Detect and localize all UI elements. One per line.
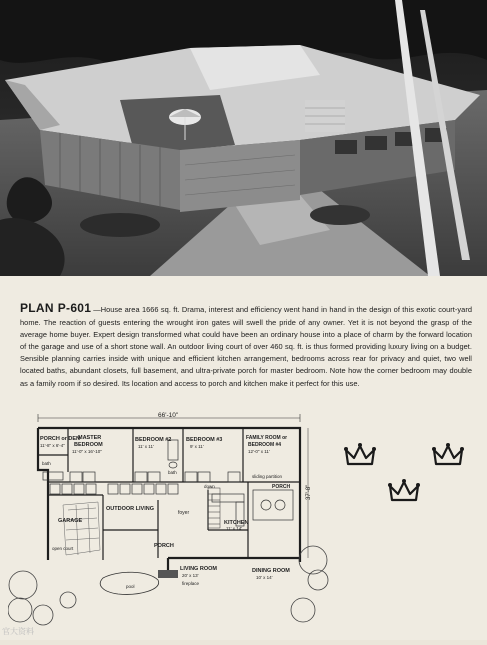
plan-label: PLAN P-601 (20, 301, 92, 316)
room-master-bedroom: BEDROOM (74, 442, 103, 448)
crown-icon (344, 443, 376, 464)
room-bed2-size: 11' x 11' (138, 444, 154, 449)
room-family-size: 12'-0" x 11' (248, 449, 270, 454)
plan-description-text: —House area 1666 sq. ft. Drama, interest and efficiency went hand in hand in the design of this exotic court-yard home. The reaction of guests entering the wrought iron gates will swell the pride of any owner. Yet it is not beyond the grasp of the average home buyer. Expert design transformed what could have been an ordinary house into a place of charm by the forward location of the garage and use of a short stone wall. An outdoor living court of over 460 sq. ft. is thus formed providing luxury living on a budget. Sensible planning carries inside with unique and efficient kitchen arrangement, bedrooms across rear for privacy and quiet, two well located baths, abundant closets, full basement, and ultra-private porch for master bedroom. Note how the corner bedroom may double as a family room if so desired. Its location and access to porch and kitchen make it perfect for this use. (20, 305, 472, 388)
crown-icon (388, 479, 420, 500)
room-family: FAMILY ROOM or (246, 435, 288, 441)
room-porch-rear: PORCH (272, 484, 291, 490)
room-family-bed4: BEDROOM #4 (248, 442, 282, 448)
plan-description (20, 302, 472, 389)
room-master: MASTER (78, 435, 102, 441)
room-living: LIVING ROOM (180, 566, 217, 572)
bath1-label: bath (42, 461, 51, 466)
house-rendering-illustration (0, 0, 487, 276)
room-porch-den: PORCH or DEN (40, 436, 81, 442)
floor-plan-drawing (8, 410, 338, 640)
room-dining: DINING ROOM (252, 568, 290, 574)
room-outdoor-living: OUTDOOR LIVING (106, 506, 154, 512)
room-bed2: BEDROOM #2 (135, 437, 172, 443)
crown-icon (432, 443, 464, 464)
bath2-label: bath (168, 470, 177, 475)
open-court-label: open court (52, 546, 74, 551)
room-porch: PORCH (154, 543, 174, 549)
pool-label: pool (126, 584, 135, 589)
room-porch-den-size: 11'-8" x 6'-4" (40, 443, 65, 448)
overall-width-dim: 66'-10" (158, 412, 179, 419)
room-dining-size: 10' x 14' (256, 575, 273, 580)
room-bed3-size: 9' x 11' (190, 444, 204, 449)
house-rendering (0, 0, 487, 276)
room-garage: GARAGE (58, 518, 83, 524)
room-living-size: 20' x 13' (182, 573, 199, 578)
room-master-size: 11'-0" x 16'-10" (72, 449, 102, 454)
crown-rating (338, 440, 468, 520)
floor-plan (8, 410, 338, 640)
room-kitchen: KITCHEN (224, 520, 249, 526)
room-kitchen-size: 11' x 14' (226, 526, 243, 531)
watermark: 官大资料 (2, 627, 34, 636)
fireplace-label: fireplace (182, 581, 200, 586)
overall-depth-dim: 37'-8" (306, 484, 312, 500)
sliding-partition-label: sliding partition (252, 474, 283, 479)
foyer-label: foyer (178, 510, 190, 516)
stairs-down-label: down (204, 484, 215, 489)
room-bed3: BEDROOM #3 (186, 437, 223, 443)
